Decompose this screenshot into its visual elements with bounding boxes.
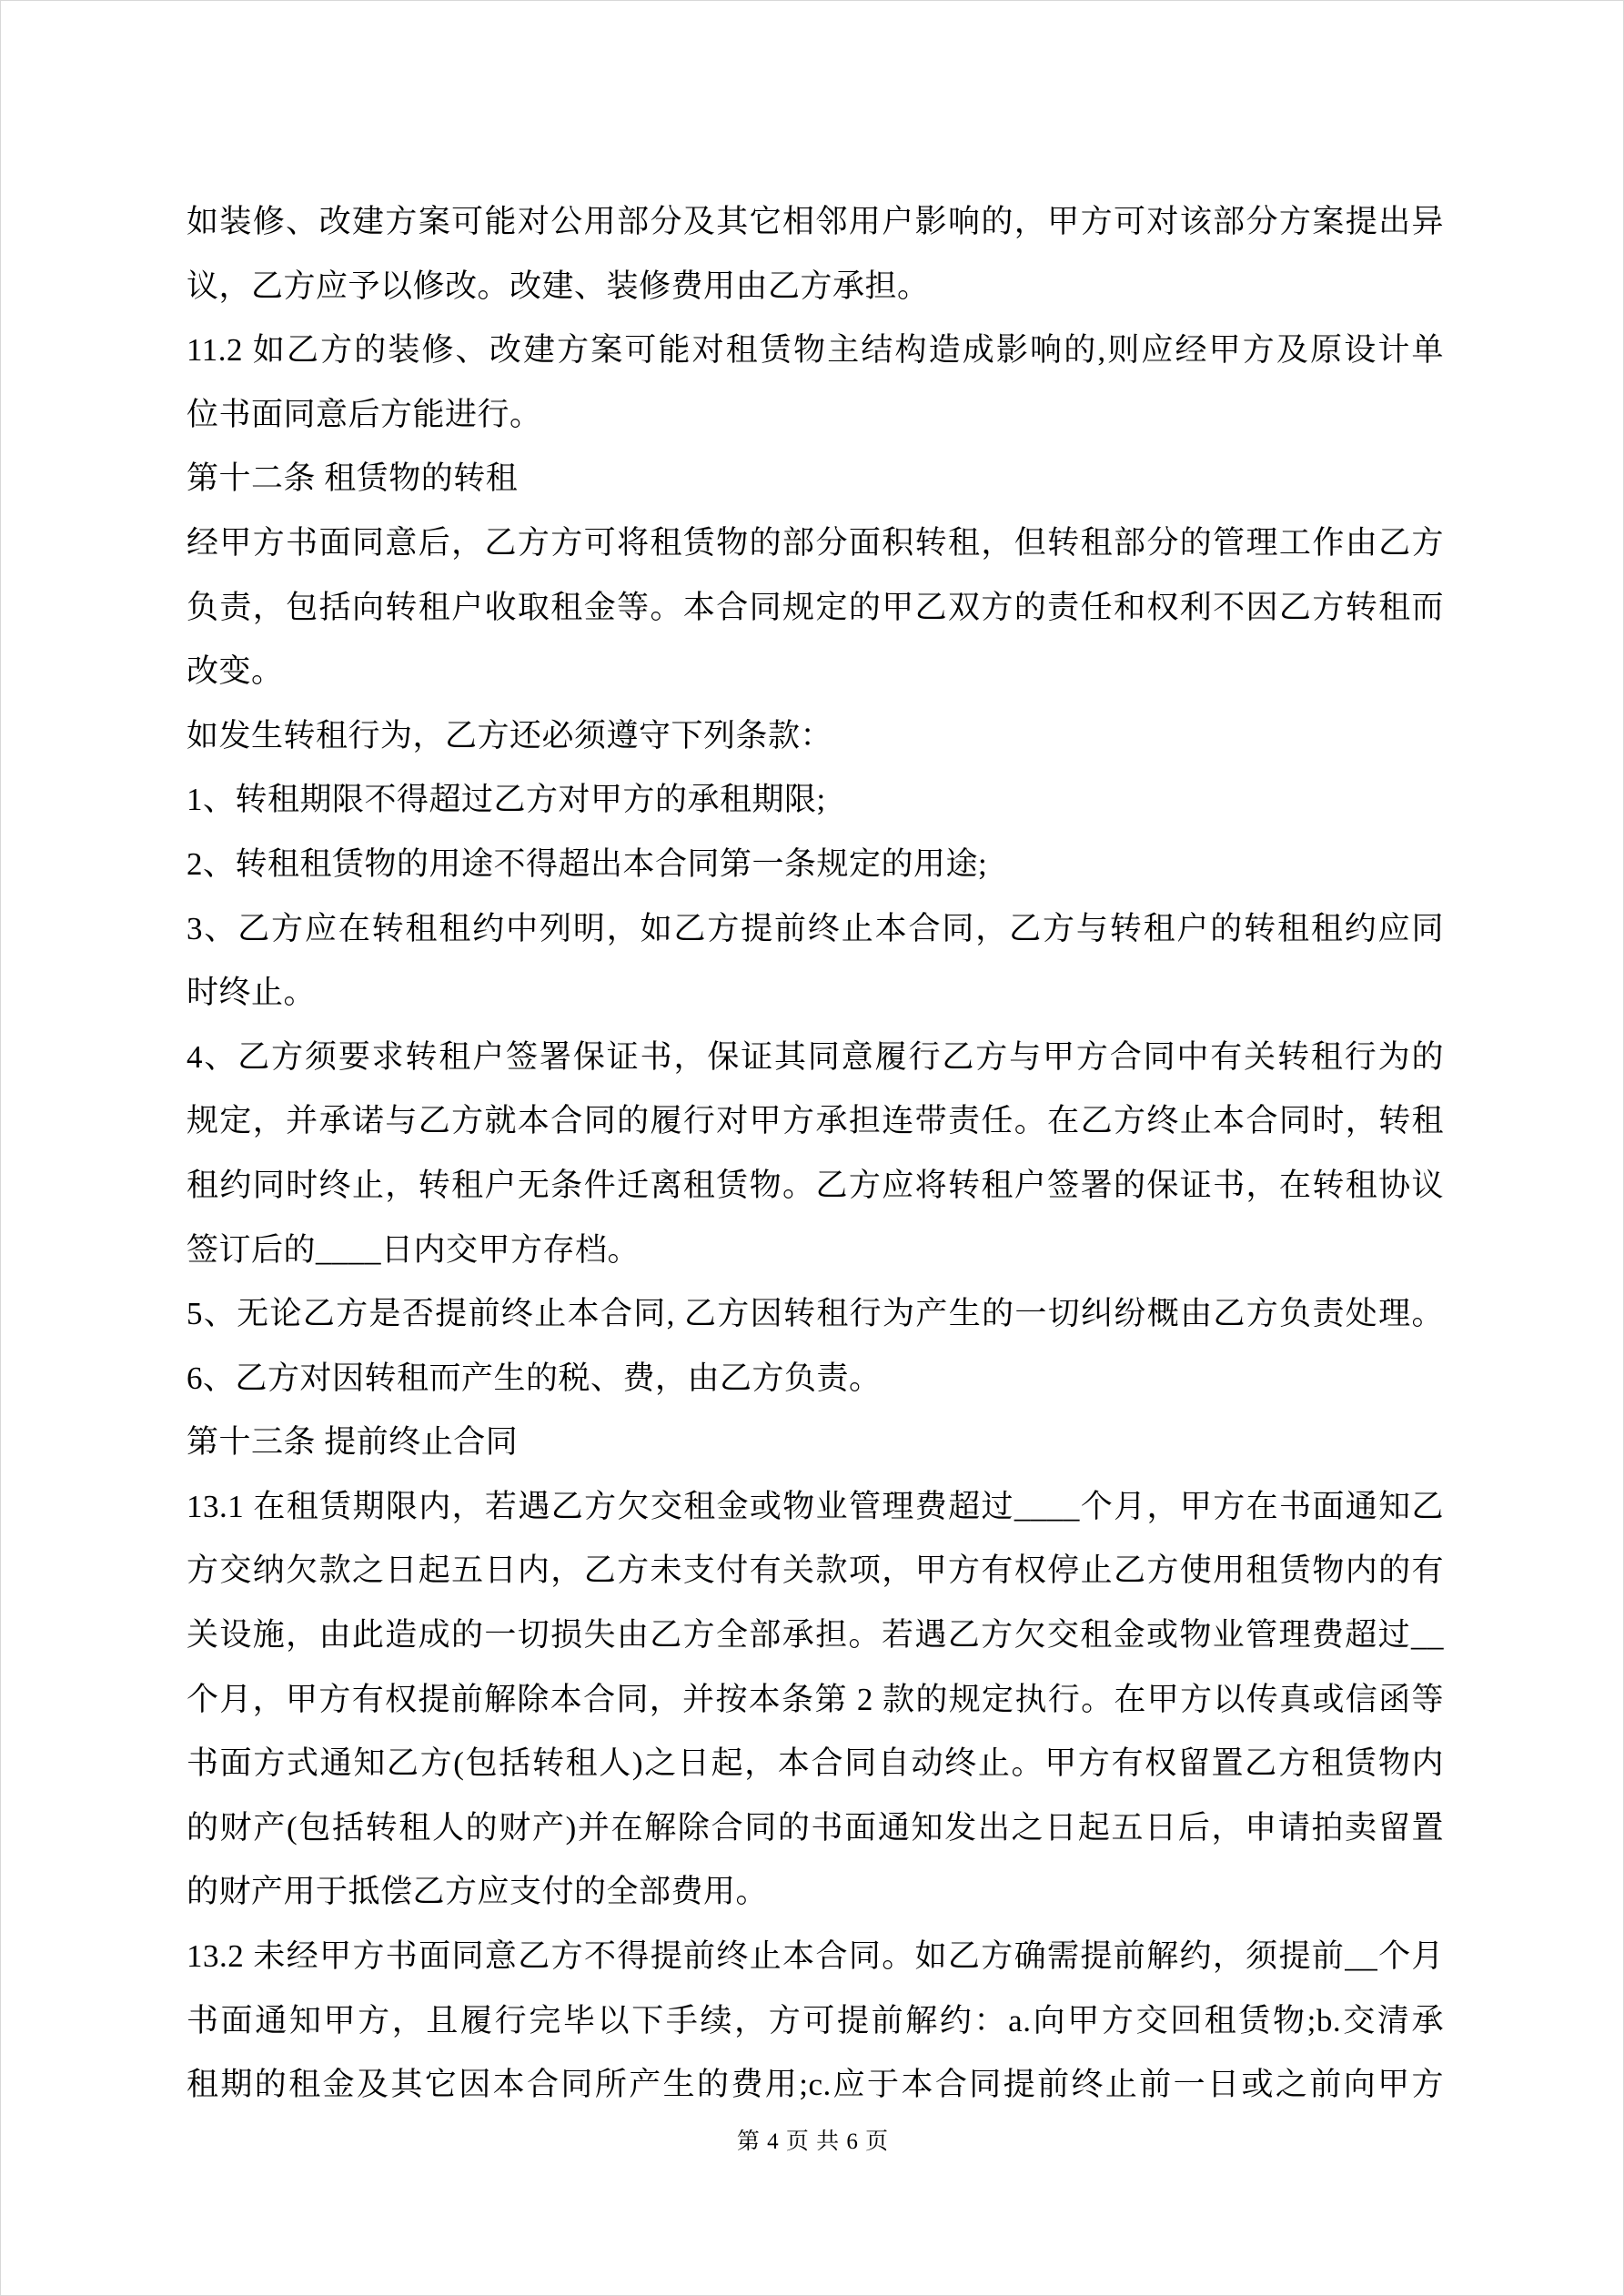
document-line: 书面通知甲方，且履行完毕以下手续，方可提前解约：a.向甲方交回租赁物;b.交清承 [187,2002,1444,2038]
document-line: 个月，甲方有权提前解除本合同，并按本条第 2 款的规定执行。在甲方以传真或信函等 [187,1681,1444,1717]
document-line: 改变。 [187,653,284,690]
document-line: 规定，并承诺与乙方就本合同的履行对甲方承担连带责任。在乙方终止本合同时，转租 [187,1103,1444,1139]
document-line: 位书面同意后方能进行。 [187,396,542,432]
document-line: 1、转租期限不得超过乙方对甲方的承租期限; [187,782,826,818]
document-line: 第十三条 提前终止合同 [187,1424,519,1461]
document-line: 的财产用于抵偿乙方应支付的全部费用。 [187,1874,769,1910]
document-line: 租期的租金及其它因本合同所产生的费用;c.应于本合同提前终止前一日或之前向甲方 [187,2067,1444,2103]
document-line: 经甲方书面同意后，乙方方可将租赁物的部分面积转租，但转租部分的管理工作由乙方 [187,524,1444,561]
document-line: 第十二条 租赁物的转租 [187,460,519,497]
document-line: 书面方式通知乙方(包括转租人)之日起，本合同自动终止。甲方有权留置乙方租赁物内 [187,1745,1444,1782]
document-line: 租约同时终止，转租户无条件迁离租赁物。乙方应将转租户签署的保证书，在转租协议 [187,1167,1444,1203]
document-line: 签订后的____日内交甲方存档。 [187,1231,641,1268]
document-line: 关设施，由此造成的一切损失由乙方全部承担。若遇乙方欠交租金或物业管理费超过__ [187,1617,1444,1654]
document-line: 13.2 未经甲方书面同意乙方不得提前终止本合同。如乙方确需提前解约，须提前__个月 [187,1938,1444,1975]
document-line: 负责，包括向转租户收取租金等。本合同规定的甲乙双方的责任和权利不因乙方转租而 [187,589,1444,625]
document-line: 议，乙方应予以修改。改建、装修费用由乙方承担。 [187,268,930,304]
document-line: 6、乙方对因转租而产生的税、费，由乙方负责。 [187,1360,882,1396]
document-line: 11.2 如乙方的装修、改建方案可能对租赁物主结构造成影响的,则应经甲方及原设计单 [187,332,1444,369]
document-line: 如发生转租行为，乙方还必须遵守下列条款： [187,717,833,754]
document-line: 4、乙方须要求转租户签署保证书，保证其同意履行乙方与甲方合同中有关转租行为的 [187,1038,1444,1075]
document-line: 的财产(包括转租人的财产)并在解除合同的书面通知发出之日起五日后，申请拍卖留置 [187,1809,1444,1846]
document-line: 时终止。 [187,975,317,1011]
page-footer: 第 4 页 共 6 页 [736,2129,890,2154]
document-body [187,190,1444,2118]
document-line: 13.1 在租赁期限内，若遇乙方欠交租金或物业管理费超过____个月，甲方在书面通知乙 [187,1488,1444,1524]
document-line: 3、乙方应在转租租约中列明，如乙方提前终止本合同，乙方与转租户的转租租约应同 [187,910,1444,946]
document-line: 如装修、改建方案可能对公用部分及其它相邻用户影响的，甲方可对该部分方案提出异 [187,204,1444,239]
document-line: 5、无论乙方是否提前终止本合同, 乙方因转租行为产生的一切纠纷概由乙方负责处理。 [187,1296,1444,1332]
document-line: 方交纳欠款之日起五日内，乙方未支付有关款项，甲方有权停止乙方使用租赁物内的有 [187,1553,1444,1589]
document-line: 2、转租租赁物的用途不得超出本合同第一条规定的用途; [187,845,988,882]
